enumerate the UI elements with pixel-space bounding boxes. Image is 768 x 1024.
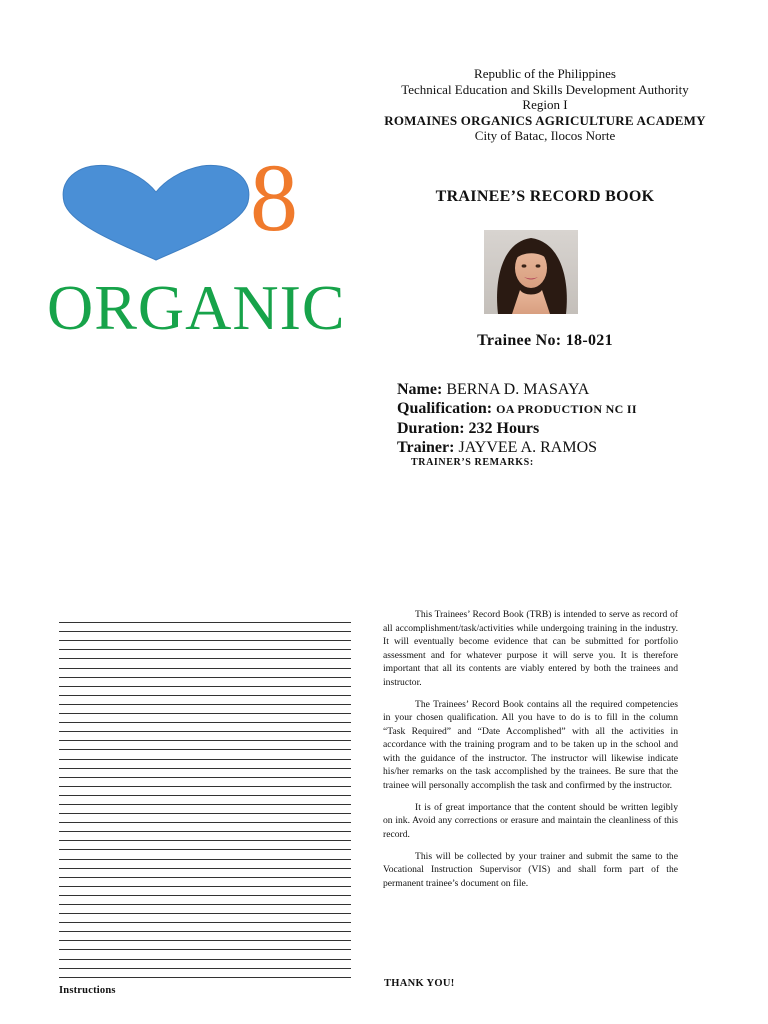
instructions-body	[383, 608, 678, 899]
writing-line[interactable]	[59, 696, 351, 705]
page-title: TRAINEE’S RECORD BOOK	[435, 188, 655, 205]
writing-line[interactable]	[59, 869, 351, 878]
paragraph: The Trainees’ Record Book contains all the required competencies in your chosen qualification. All you have to do is to fill in the column “Task Required” and “Date Accomplished” with all the activities in accordance with the training program and to be taken up in the school and with the guidance of the instructor. The instructor will likewise indicate his/her remarks on the task accomplished by the trainees. Be sure that the trainee will personally accomplish the task and confirmed by the instructor.	[383, 698, 678, 791]
writing-line[interactable]	[59, 878, 351, 887]
logo-number: 8	[250, 144, 298, 251]
name-label: Name:	[397, 381, 447, 398]
writing-line[interactable]	[59, 650, 351, 659]
duration-text: Duration: 232 Hours	[397, 420, 540, 437]
writing-line[interactable]	[59, 678, 351, 687]
writing-line[interactable]	[59, 814, 351, 823]
writing-line[interactable]	[59, 896, 351, 905]
header-city: City of Batac, Ilocos Norte	[474, 128, 616, 143]
header-country: Republic of the Philippines	[474, 66, 616, 81]
writing-line[interactable]	[59, 914, 351, 923]
writing-line[interactable]	[59, 669, 351, 678]
writing-line[interactable]	[59, 960, 351, 969]
name-row	[397, 380, 637, 399]
writing-line[interactable]	[59, 850, 351, 859]
writing-line[interactable]	[59, 614, 351, 623]
qualification-value: OA PRODUCTION NC II	[496, 402, 637, 416]
writing-line[interactable]	[59, 832, 351, 841]
trainee-number: Trainee No: 18-021	[477, 332, 613, 349]
writing-line[interactable]	[59, 632, 351, 641]
logo-word: ORGANIC	[47, 272, 346, 343]
trainee-photo	[484, 230, 578, 314]
writing-line[interactable]	[59, 741, 351, 750]
writing-line[interactable]	[59, 641, 351, 650]
writing-line[interactable]	[59, 659, 351, 668]
writing-line[interactable]	[59, 941, 351, 950]
writing-line[interactable]	[59, 969, 351, 978]
writing-line[interactable]	[59, 705, 351, 714]
duration-row	[397, 419, 637, 438]
writing-line[interactable]	[59, 769, 351, 778]
writing-line[interactable]	[59, 796, 351, 805]
writing-line[interactable]	[59, 787, 351, 796]
heart-logo-icon	[60, 162, 252, 262]
writing-line[interactable]	[59, 732, 351, 741]
thank-you-text: THANK YOU!	[384, 978, 455, 989]
writing-line[interactable]	[59, 887, 351, 896]
writing-line[interactable]	[59, 950, 351, 959]
trainee-info	[397, 380, 637, 457]
institution-header	[360, 66, 730, 144]
paragraph: This Trainees’ Record Book (TRB) is intended to serve as record of all accomplishment/task/activities while undergoing training in the industry. It will eventually become evidence that can be submitted for portfolio assessment and for whatever purpose it will serve you. It is therefore important that all its contents are viably entered by both the trainees and instructor.	[383, 609, 678, 688]
writing-line[interactable]	[59, 623, 351, 632]
trainer-label: Trainer:	[397, 439, 459, 456]
remarks-writing-lines[interactable]	[59, 614, 351, 978]
writing-line[interactable]	[59, 905, 351, 914]
name-value: BERNA D. MASAYA	[446, 381, 590, 398]
writing-line[interactable]	[59, 932, 351, 941]
header-academy: ROMAINES ORGANICS AGRICULTURE ACADEMY	[384, 112, 706, 128]
qualification-row	[397, 399, 637, 419]
writing-line[interactable]	[59, 923, 351, 932]
qualification-label: Qualification:	[397, 400, 497, 417]
writing-line[interactable]	[59, 778, 351, 787]
writing-line[interactable]	[59, 805, 351, 814]
header-agency: Technical Education and Skills Development Authority	[401, 81, 689, 97]
writing-line[interactable]	[59, 750, 351, 759]
writing-line[interactable]	[59, 841, 351, 850]
writing-line[interactable]	[59, 687, 351, 696]
paragraph: It is of great importance that the content should be written legibly on ink. Avoid any corrections or erasure and maintain the cleanliness of this record.	[383, 801, 678, 840]
writing-line[interactable]	[59, 823, 351, 832]
trainer-row	[397, 438, 637, 457]
writing-line[interactable]	[59, 860, 351, 869]
writing-line[interactable]	[59, 760, 351, 769]
writing-line[interactable]	[59, 723, 351, 732]
paragraph: This will be collected by your trainer and submit the same to the Vocational Instruction Supervisor (VIS) and shall form part of the permanent trainee’s document on file.	[383, 850, 678, 889]
writing-line[interactable]	[59, 714, 351, 723]
trainer-value: JAYVEE A. RAMOS	[458, 439, 598, 456]
header-region: Region I	[522, 97, 568, 112]
trainer-remarks-label: TRAINER’S REMARKS:	[411, 457, 534, 468]
instructions-label: Instructions	[59, 985, 116, 996]
